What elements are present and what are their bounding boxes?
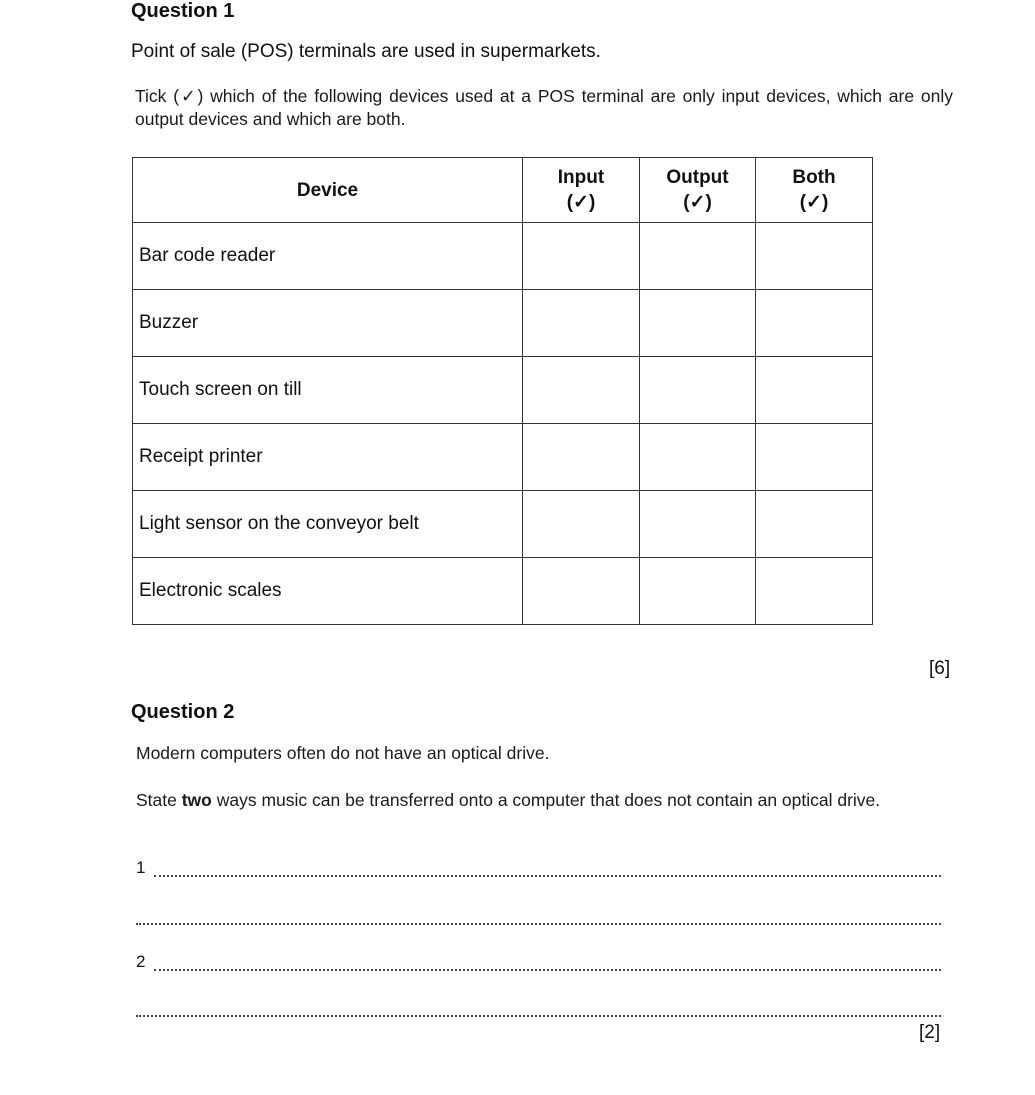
header-output-label: Output xyxy=(666,167,729,188)
both-tick-cell[interactable] xyxy=(756,491,873,558)
both-tick-cell[interactable] xyxy=(756,424,873,491)
question-1-instruction: Tick (✓) which of the following devices used at a POS terminal are only input devices, which are only output devices and which are both. xyxy=(135,86,953,129)
instruction-emphasis: two xyxy=(181,790,212,810)
instruction-text-post: ways music can be transferred onto a computer that does not contain an optical drive. xyxy=(211,790,881,810)
header-both-tick: (✓) xyxy=(799,192,829,213)
output-tick-cell[interactable] xyxy=(640,357,756,424)
question-2-instruction xyxy=(136,789,941,812)
both-tick-cell[interactable] xyxy=(756,223,873,290)
header-input-label: Input xyxy=(557,167,605,188)
table-header-row xyxy=(133,158,873,223)
both-tick-cell[interactable] xyxy=(756,290,873,357)
header-device: Device xyxy=(133,158,523,223)
instruction-text-pre: State xyxy=(136,790,182,810)
answer-field[interactable] xyxy=(154,969,941,971)
device-cell: Light sensor on the conveyor belt xyxy=(133,491,523,558)
question-2-stem: Modern computers often do not have an optical drive. xyxy=(136,743,550,763)
both-tick-cell[interactable] xyxy=(756,558,873,625)
answer-line-1-continued[interactable] xyxy=(136,906,941,928)
answer-number: 1 xyxy=(136,858,146,877)
answer-field[interactable] xyxy=(136,1015,941,1017)
input-tick-cell[interactable] xyxy=(523,424,640,491)
question-1-title: Question 1 xyxy=(131,0,235,22)
header-input xyxy=(523,158,640,223)
answer-line-2-continued[interactable] xyxy=(136,998,941,1020)
table-row xyxy=(133,424,873,491)
table-row xyxy=(133,223,873,290)
device-cell: Bar code reader xyxy=(133,223,523,290)
answer-field[interactable] xyxy=(136,923,941,925)
input-tick-cell[interactable] xyxy=(523,491,640,558)
device-classification-table xyxy=(132,157,873,625)
question-2-marks: [2] xyxy=(919,1022,941,1043)
input-tick-cell[interactable] xyxy=(523,290,640,357)
output-tick-cell[interactable] xyxy=(640,491,756,558)
answer-line-2[interactable] xyxy=(136,952,941,974)
question-1-marks: [6] xyxy=(929,658,951,679)
input-tick-cell[interactable] xyxy=(523,558,640,625)
table-row xyxy=(133,491,873,558)
output-tick-cell[interactable] xyxy=(640,223,756,290)
header-output-tick: (✓) xyxy=(683,192,712,213)
output-tick-cell[interactable] xyxy=(640,290,756,357)
device-cell: Buzzer xyxy=(133,290,523,357)
device-cell: Receipt printer xyxy=(133,424,523,491)
answer-line-1[interactable] xyxy=(136,858,941,880)
answer-field[interactable] xyxy=(154,875,941,877)
header-both xyxy=(756,158,873,223)
output-tick-cell[interactable] xyxy=(640,424,756,491)
output-tick-cell[interactable] xyxy=(640,558,756,625)
answer-number: 2 xyxy=(136,952,146,971)
header-both-label: Both xyxy=(792,167,836,188)
input-tick-cell[interactable] xyxy=(523,223,640,290)
device-cell: Electronic scales xyxy=(133,558,523,625)
table-row xyxy=(133,558,873,625)
header-input-tick: (✓) xyxy=(566,192,596,213)
table-row xyxy=(133,290,873,357)
input-tick-cell[interactable] xyxy=(523,357,640,424)
header-output xyxy=(640,158,756,223)
question-1-stem: Point of sale (POS) terminals are used in supermarkets. xyxy=(131,41,601,62)
table-row xyxy=(133,357,873,424)
both-tick-cell[interactable] xyxy=(756,357,873,424)
device-cell: Touch screen on till xyxy=(133,357,523,424)
question-2-title: Question 2 xyxy=(131,701,235,723)
